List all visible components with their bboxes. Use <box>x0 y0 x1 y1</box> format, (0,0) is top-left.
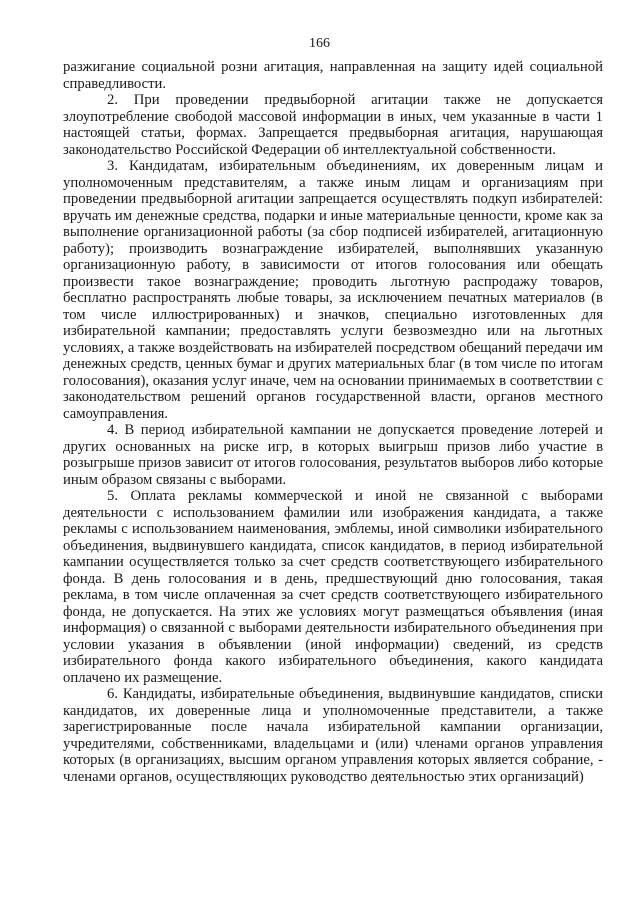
paragraph-continuation: разжигание социальной розни агитация, направленная на защиту идей социальной справедливости. <box>63 59 603 92</box>
document-body <box>63 59 603 785</box>
paragraph-3: 3. Кандидатам, избирательным объединениям, их доверенным лицам и уполномоченным представителям, а также иным лицам и организациям при проведении предвыборной агитации запрещается осуществлять подкуп избирателей: вручать им денежные средства, подарки и иные материальные ценности, кроме как за выполнение организационной работы (за сбор подписей избирателей, агитационную работу); производить вознаграждение избирателей, выполнявших указанную организационную работу, в зависимости от итогов голосования или обещать произвести такое вознаграждение; проводить льготную распродажу товаров, бесплатно распространять любые товары, за исключением печатных материалов (в том числе иллюстрированных) и значков, специально изготовленных для избирательной кампании; предоставлять услуги безвозмездно или на льготных условиях, а также воздействовать на избирателей посредством обещаний передачи им денежных средств, ценных бумаг и других материальных благ (в том числе по итогам голосования), оказания услуг иначе, чем на основании принимаемых в соответствии с законодательством решений органов государственной власти, органов местного самоуправления. <box>63 158 603 422</box>
paragraph-5: 5. Оплата рекламы коммерческой и иной не связанной с выборами деятельности с использованием фамилии или изображения кандидата, а также рекламы с использованием наименования, эмблемы, иной символики избирательного объединения, выдвинувшего кандидата, список кандидатов, в период избирательной кампании осуществляется только за счет средств соответствующего избирательного фонда. В день голосования и в день, предшествующий дню голосования, такая реклама, в том числе оплаченная за счет средств соответствующего избирательного фонда, не допускается. На этих же условиях могут размещаться объявления (иная информация) о связанной с выборами деятельности избирательного объединения при условии указания в объявлении (иной информации) сведений, из средств избирательного фонда какого избирательного объединения, какого кандидата оплачено их размещение. <box>63 488 603 686</box>
paragraph-4: 4. В период избирательной кампании не допускается проведение лотерей и других основанных на риске игр, в которых выигрыш призов либо участие в розыгрыше призов зависит от итогов голосования, результатов выборов либо которые иным образом связаны с выборами. <box>63 422 603 488</box>
page-number: 166 <box>309 36 330 51</box>
paragraph-6: 6. Кандидаты, избирательные объединения, выдвинувшие кандидатов, списки кандидатов, их доверенные лица и уполномоченные представители, а также зарегистрированные после начала избирательной кампании организации, учредителями, собственниками, владельцами и (или) членами органов управления которых (в организациях, высшим органом управления которых является собрание, - членами органов, осуществляющих руководство деятельностью этих организаций) <box>63 686 603 785</box>
paragraph-2: 2. При проведении предвыборной агитации также не допускается злоупотребление свободой массовой информации в иных, чем указанные в части 1 настоящей статьи, формах. Запрещается предвыборная агитация, нарушающая законодательство Российской Федерации об интеллектуальной собственности. <box>63 92 603 158</box>
